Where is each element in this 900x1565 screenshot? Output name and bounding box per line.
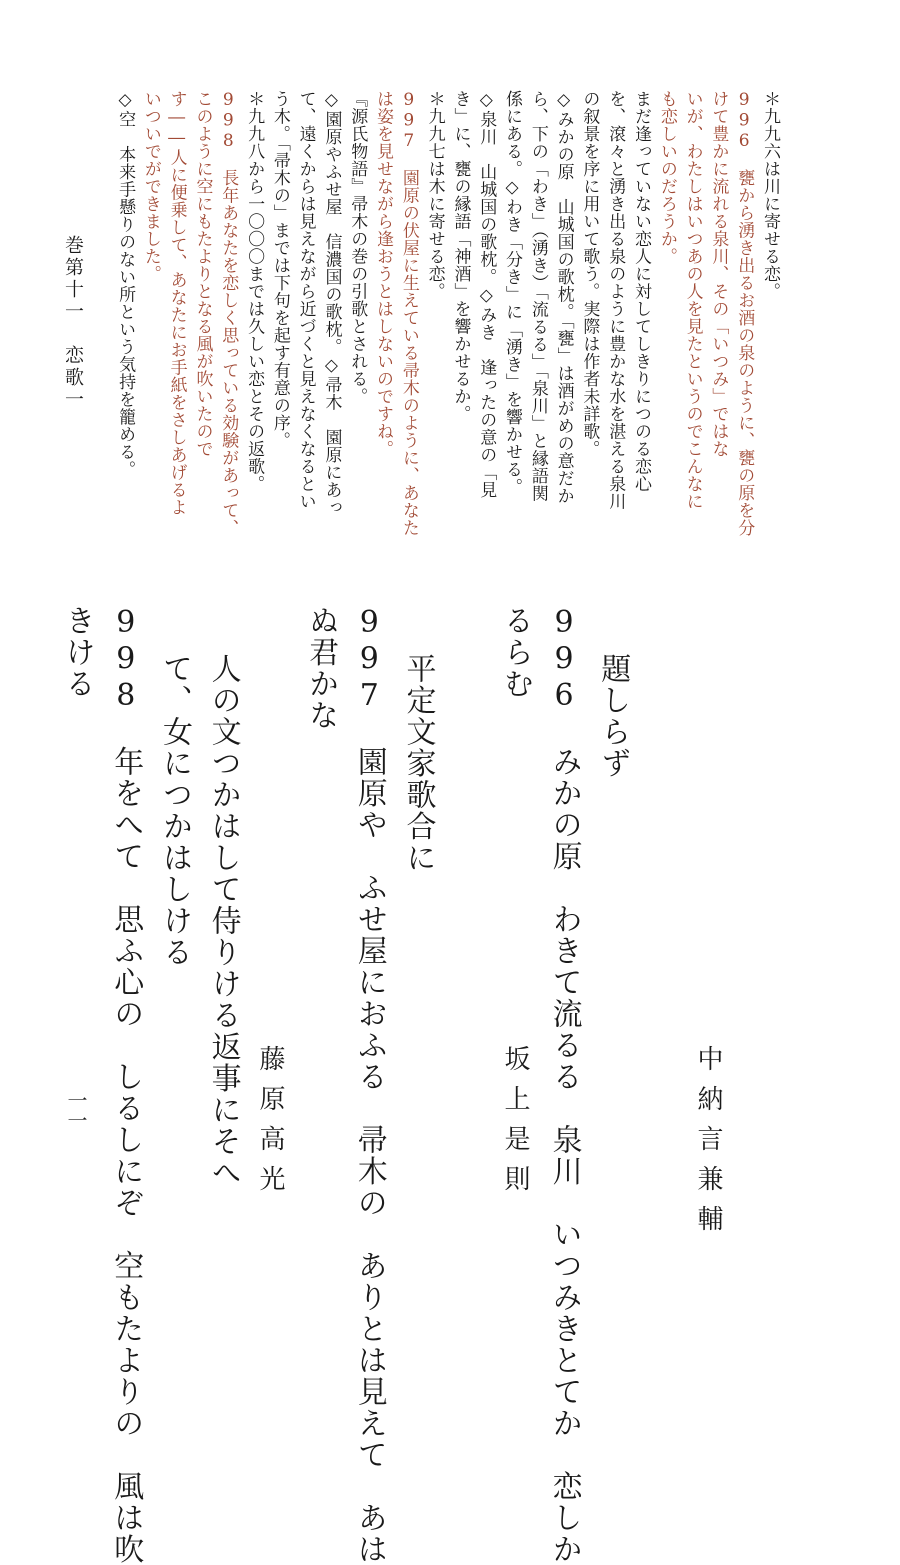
author-kanesuke: 中納言兼輔 bbox=[693, 1045, 723, 1245]
note-line: ＊九九六は川に寄せる恋。 bbox=[760, 90, 780, 300]
poem-spacer bbox=[636, 605, 685, 1245]
poem-headnote: て、女につかはしける bbox=[156, 653, 192, 968]
note-line: 係にある。◇わき「分き」に「湧き」を響かせる。 bbox=[502, 90, 523, 496]
note-line: う木。「帚木の」までは下句を起す有意の序。 bbox=[269, 90, 290, 449]
note-line: いついでができました。 bbox=[140, 90, 161, 283]
author-takamitsu: 藤原高光 bbox=[255, 1045, 285, 1205]
poem-spacer bbox=[441, 605, 490, 1245]
poem-line: ぬ君かな bbox=[303, 605, 339, 731]
running-head: 巻第十一 恋歌一 bbox=[62, 235, 84, 411]
note-line: も恋しいのだろうか。 bbox=[656, 90, 677, 265]
note-line: ◇園原やふせ屋 信濃国の歌枕。◇帚木 園原にあっ bbox=[321, 90, 342, 516]
page-number: 一一 bbox=[64, 1090, 88, 1130]
poem-headnote: 題しらず bbox=[595, 653, 631, 779]
note-line: ＊九九七は木に寄せる恋。 bbox=[424, 90, 445, 300]
poem-line: るらむ bbox=[497, 605, 533, 700]
note-line: 996 甕から湧き出るお酒の泉のように、甕の原を分 bbox=[734, 90, 755, 537]
note-line: 998 長年あなたを恋しく思っている効験があって、 bbox=[218, 90, 239, 537]
poem-line: 998 年をへて 思ふ心の しるしにぞ 空もたよりの 風は吹 bbox=[108, 605, 144, 1565]
author-korenori: 坂上是則 bbox=[500, 1045, 530, 1205]
poem-line: きける bbox=[59, 605, 95, 700]
note-line: 『源氏物語』帚木の巻の引歌とされる。 bbox=[347, 90, 368, 405]
note-line: は姿を見せながら逢おうとはしないのですね。 bbox=[373, 90, 394, 458]
commentary-notes bbox=[111, 90, 782, 537]
note-line: 997 園原の伏屋に生えている帚木のように、あなた bbox=[398, 90, 419, 537]
poem-headnote: 平定文家歌合に bbox=[400, 653, 436, 874]
poem-line: 997 園原や ふせ屋におふる 帚木の ありとは見えて あは bbox=[351, 605, 387, 1565]
note-line: このように空にもたよりとなる風が吹いたので bbox=[192, 90, 213, 458]
poem-section bbox=[52, 605, 685, 1565]
note-line: けて豊かに流れる泉川、その「いつみ」ではな bbox=[708, 90, 729, 458]
note-line: ら、下の「わき」（湧き）「流るる」「泉川」と縁語関 bbox=[527, 90, 548, 502]
note-line: す――人に便乗して、あなたにお手紙をさしあげるよ bbox=[166, 90, 187, 516]
note-line: の叙景を序に用いて歌う。実際は作者未詳歌。 bbox=[579, 90, 600, 458]
note-line: て、遠くからは見えながら近づくと見えなくなるとい bbox=[295, 90, 316, 510]
note-line: まだ逢っていない恋人に対してしきりにつのる恋心 bbox=[631, 90, 652, 493]
note-line: き」に、甕の縁語「神酒」を響かせるか。 bbox=[450, 90, 471, 423]
poem-line: 996 みかの原 わきて流るる 泉川 いつみきとてか 恋しか bbox=[546, 605, 582, 1565]
note-line: いが、わたしはいつあの人を見たというのでこんなに bbox=[682, 90, 703, 510]
note-line: ＊九九八から一〇〇〇までは久しい恋とその返歌。 bbox=[244, 90, 265, 493]
note-line: ◇空 本来手懸りのない所という気持を籠める。 bbox=[115, 90, 136, 478]
note-line: ◇みかの原 山城国の歌枕。「甕」は酒がめの意だか bbox=[553, 90, 574, 505]
note-line: を、滾々と湧き出る泉のように豊かな水を湛える泉川 bbox=[605, 90, 626, 510]
poem-headnote: 人の文つかはして侍りける返事にそへ bbox=[205, 653, 241, 1189]
note-line: ◇泉川 山城国の歌枕。◇みき 逢ったの意の「見 bbox=[476, 90, 497, 499]
